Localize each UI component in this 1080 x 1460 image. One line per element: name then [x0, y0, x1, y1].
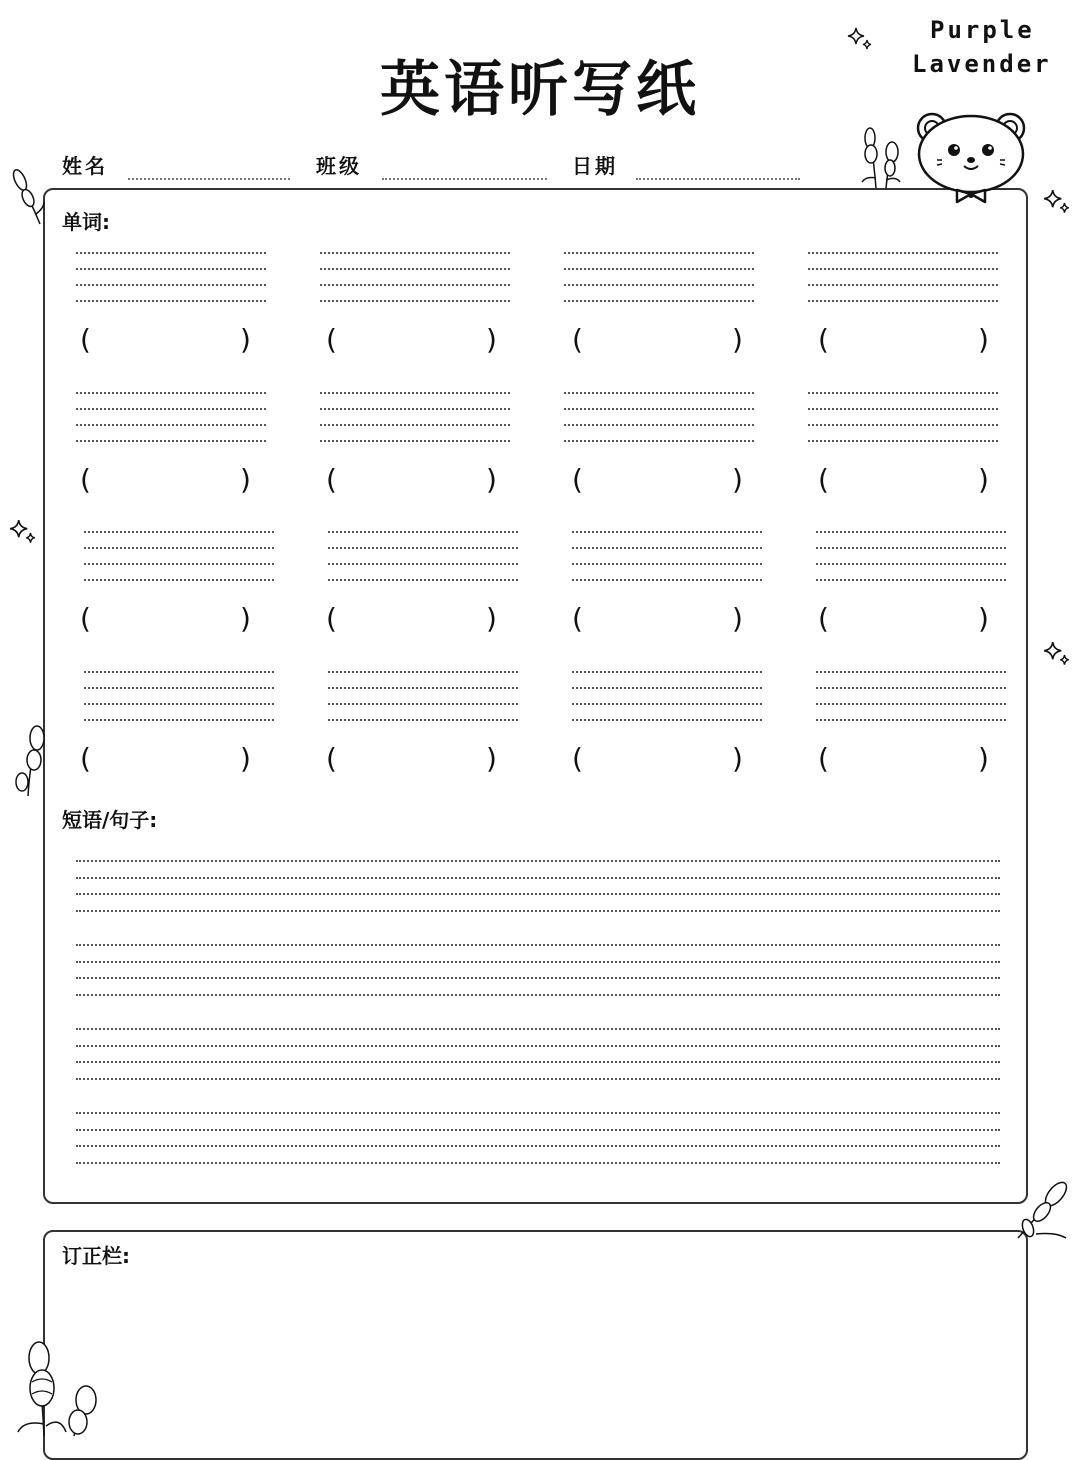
class-field[interactable]	[382, 178, 547, 180]
word-writing-line[interactable]	[564, 284, 754, 286]
word-writing-line[interactable]	[564, 300, 754, 302]
word-writing-line[interactable]	[76, 284, 266, 286]
sparkle-icon	[1042, 188, 1072, 218]
meaning-paren-open: (	[326, 323, 337, 356]
word-writing-line[interactable]	[564, 408, 754, 410]
word-writing-line[interactable]	[320, 284, 510, 286]
page-title: 英语听写纸	[380, 55, 700, 125]
phrase-writing-line[interactable]	[76, 1061, 1000, 1063]
word-writing-line[interactable]	[328, 719, 518, 721]
class-label: 班级	[316, 154, 362, 178]
phrase-writing-line[interactable]	[76, 944, 1000, 946]
brand-line-1: Purple	[930, 16, 1035, 44]
brand-line-2: Lavender	[912, 50, 1052, 78]
phrase-writing-line[interactable]	[76, 994, 1000, 996]
word-writing-line[interactable]	[816, 579, 1006, 581]
word-writing-line[interactable]	[808, 408, 998, 410]
phrases-label: 短语/句子:	[62, 808, 158, 832]
phrase-writing-line[interactable]	[76, 1129, 1000, 1131]
correction-label: 订正栏:	[62, 1244, 130, 1268]
meaning-paren-close: )	[486, 602, 497, 635]
lavender-icon	[14, 1336, 104, 1436]
dictation-panel	[43, 188, 1028, 1204]
word-writing-line[interactable]	[816, 547, 1006, 549]
word-writing-line[interactable]	[84, 671, 274, 673]
word-writing-line[interactable]	[808, 268, 998, 270]
word-writing-line[interactable]	[76, 408, 266, 410]
word-writing-line[interactable]	[320, 408, 510, 410]
meaning-paren-open: (	[572, 323, 583, 356]
word-writing-line[interactable]	[816, 687, 1006, 689]
word-writing-line[interactable]	[808, 300, 998, 302]
sparkle-icon	[846, 26, 874, 54]
word-writing-line[interactable]	[564, 440, 754, 442]
meaning-paren-close: )	[978, 463, 989, 496]
word-writing-line[interactable]	[572, 671, 762, 673]
phrase-writing-line[interactable]	[76, 977, 1000, 979]
meaning-paren-open: (	[326, 602, 337, 635]
word-writing-line[interactable]	[320, 424, 510, 426]
word-writing-line[interactable]	[76, 252, 266, 254]
word-writing-line[interactable]	[572, 703, 762, 705]
word-writing-line[interactable]	[808, 440, 998, 442]
word-writing-line[interactable]	[320, 300, 510, 302]
word-writing-line[interactable]	[84, 579, 274, 581]
meaning-paren-close: )	[978, 323, 989, 356]
word-writing-line[interactable]	[816, 671, 1006, 673]
meaning-paren-close: )	[240, 323, 251, 356]
phrase-writing-line[interactable]	[76, 910, 1000, 912]
phrase-writing-line[interactable]	[76, 1028, 1000, 1030]
word-writing-line[interactable]	[328, 547, 518, 549]
word-writing-line[interactable]	[320, 268, 510, 270]
meaning-paren-open: (	[80, 602, 91, 635]
meaning-paren-open: (	[80, 323, 91, 356]
meaning-paren-close: )	[240, 742, 251, 775]
word-writing-line[interactable]	[572, 563, 762, 565]
word-writing-line[interactable]	[564, 392, 754, 394]
word-writing-line[interactable]	[320, 392, 510, 394]
word-writing-line[interactable]	[808, 392, 998, 394]
word-writing-line[interactable]	[76, 440, 266, 442]
lavender-icon	[10, 722, 50, 798]
sparkle-icon	[1042, 640, 1072, 670]
word-writing-line[interactable]	[328, 563, 518, 565]
meaning-paren-open: (	[572, 602, 583, 635]
meaning-paren-open: (	[326, 742, 337, 775]
word-writing-line[interactable]	[328, 531, 518, 533]
word-writing-line[interactable]	[84, 687, 274, 689]
meaning-paren-close: )	[732, 323, 743, 356]
word-writing-line[interactable]	[328, 579, 518, 581]
meaning-paren-open: (	[572, 742, 583, 775]
word-writing-line[interactable]	[320, 252, 510, 254]
words-label: 单词:	[62, 210, 110, 234]
word-writing-line[interactable]	[76, 424, 266, 426]
word-writing-line[interactable]	[84, 563, 274, 565]
meaning-paren-open: (	[818, 323, 829, 356]
name-field[interactable]	[128, 178, 290, 180]
word-writing-line[interactable]	[572, 547, 762, 549]
meaning-paren-close: )	[732, 602, 743, 635]
phrase-writing-line[interactable]	[76, 961, 1000, 963]
sparkle-icon	[8, 518, 38, 548]
meaning-paren-open: (	[80, 463, 91, 496]
lavender-icon	[6, 166, 46, 226]
meaning-paren-close: )	[732, 463, 743, 496]
meaning-paren-close: )	[732, 742, 743, 775]
bear-icon	[912, 108, 1032, 208]
phrase-writing-line[interactable]	[76, 1162, 1000, 1164]
meaning-paren-open: (	[818, 463, 829, 496]
date-label: 日期	[572, 154, 618, 178]
lavender-icon	[856, 124, 906, 190]
word-writing-line[interactable]	[564, 424, 754, 426]
word-writing-line[interactable]	[572, 719, 762, 721]
word-writing-line[interactable]	[320, 440, 510, 442]
word-writing-line[interactable]	[84, 547, 274, 549]
phrase-writing-line[interactable]	[76, 893, 1000, 895]
date-field[interactable]	[636, 178, 800, 180]
phrase-writing-line[interactable]	[76, 1078, 1000, 1080]
word-writing-line[interactable]	[564, 252, 754, 254]
meaning-paren-close: )	[240, 463, 251, 496]
word-writing-line[interactable]	[328, 703, 518, 705]
phrase-writing-line[interactable]	[76, 1145, 1000, 1147]
meaning-paren-close: )	[486, 463, 497, 496]
word-writing-line[interactable]	[572, 687, 762, 689]
meaning-paren-close: )	[240, 602, 251, 635]
meaning-paren-open: (	[818, 742, 829, 775]
meaning-paren-open: (	[572, 463, 583, 496]
word-writing-line[interactable]	[84, 703, 274, 705]
phrase-writing-line[interactable]	[76, 877, 1000, 879]
phrase-writing-line[interactable]	[76, 860, 1000, 862]
word-writing-line[interactable]	[564, 268, 754, 270]
word-writing-line[interactable]	[808, 252, 998, 254]
word-writing-line[interactable]	[76, 300, 266, 302]
word-writing-line[interactable]	[328, 687, 518, 689]
phrase-writing-line[interactable]	[76, 1112, 1000, 1114]
meaning-paren-open: (	[80, 742, 91, 775]
correction-panel[interactable]	[43, 1230, 1028, 1460]
meaning-paren-open: (	[818, 602, 829, 635]
word-writing-line[interactable]	[84, 531, 274, 533]
word-writing-line[interactable]	[816, 703, 1006, 705]
meaning-paren-close: )	[978, 602, 989, 635]
meaning-paren-open: (	[326, 463, 337, 496]
word-writing-line[interactable]	[572, 531, 762, 533]
word-writing-line[interactable]	[328, 671, 518, 673]
word-writing-line[interactable]	[84, 719, 274, 721]
meaning-paren-close: )	[486, 742, 497, 775]
lavender-icon	[1012, 1178, 1072, 1244]
word-writing-line[interactable]	[808, 284, 998, 286]
word-writing-line[interactable]	[76, 392, 266, 394]
word-writing-line[interactable]	[76, 268, 266, 270]
name-label: 姓名	[62, 154, 108, 178]
meaning-paren-close: )	[486, 323, 497, 356]
word-writing-line[interactable]	[572, 579, 762, 581]
word-writing-line[interactable]	[816, 531, 1006, 533]
word-writing-line[interactable]	[808, 424, 998, 426]
word-writing-line[interactable]	[816, 563, 1006, 565]
meaning-paren-close: )	[978, 742, 989, 775]
word-writing-line[interactable]	[816, 719, 1006, 721]
phrase-writing-line[interactable]	[76, 1045, 1000, 1047]
